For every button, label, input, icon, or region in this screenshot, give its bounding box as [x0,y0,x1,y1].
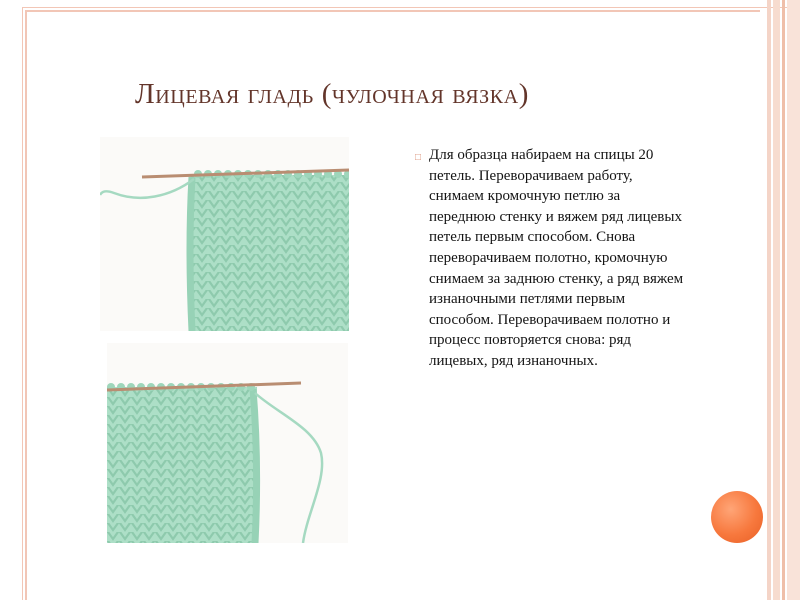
bullet-text: Для образца набираем на спицы 20 петель. Переворачиваем работу, снимаем кромочную петлю за переднюю стенку и вяжем ряд лицевых петель первым способом. Снова переворачиваем полотно, кромочную снимаем за заднюю стенку, а ряд вяжем изнаночными петлями первым способом. Переворачиваем полотно и процесс повторяется снова: ряд лицевых, ряд изнаночных. [429,147,684,369]
accent-circle [711,491,763,543]
slide-title: Лицевая гладь (чулочная вязка) [135,78,530,110]
decor-stripe [767,0,771,600]
decor-stripe [773,0,780,600]
slide-frame-top [22,7,800,8]
slide-frame-inner-left [25,10,27,600]
bullet-square-icon: □ [415,152,422,163]
decor-stripe [782,0,785,600]
bullet-list [415,145,689,372]
slide-frame-left [22,7,23,600]
knitting-photo-bottom [107,343,348,543]
slide-frame-inner-top [25,10,760,12]
decor-stripe [787,0,800,600]
knitting-photo-top [100,137,349,331]
